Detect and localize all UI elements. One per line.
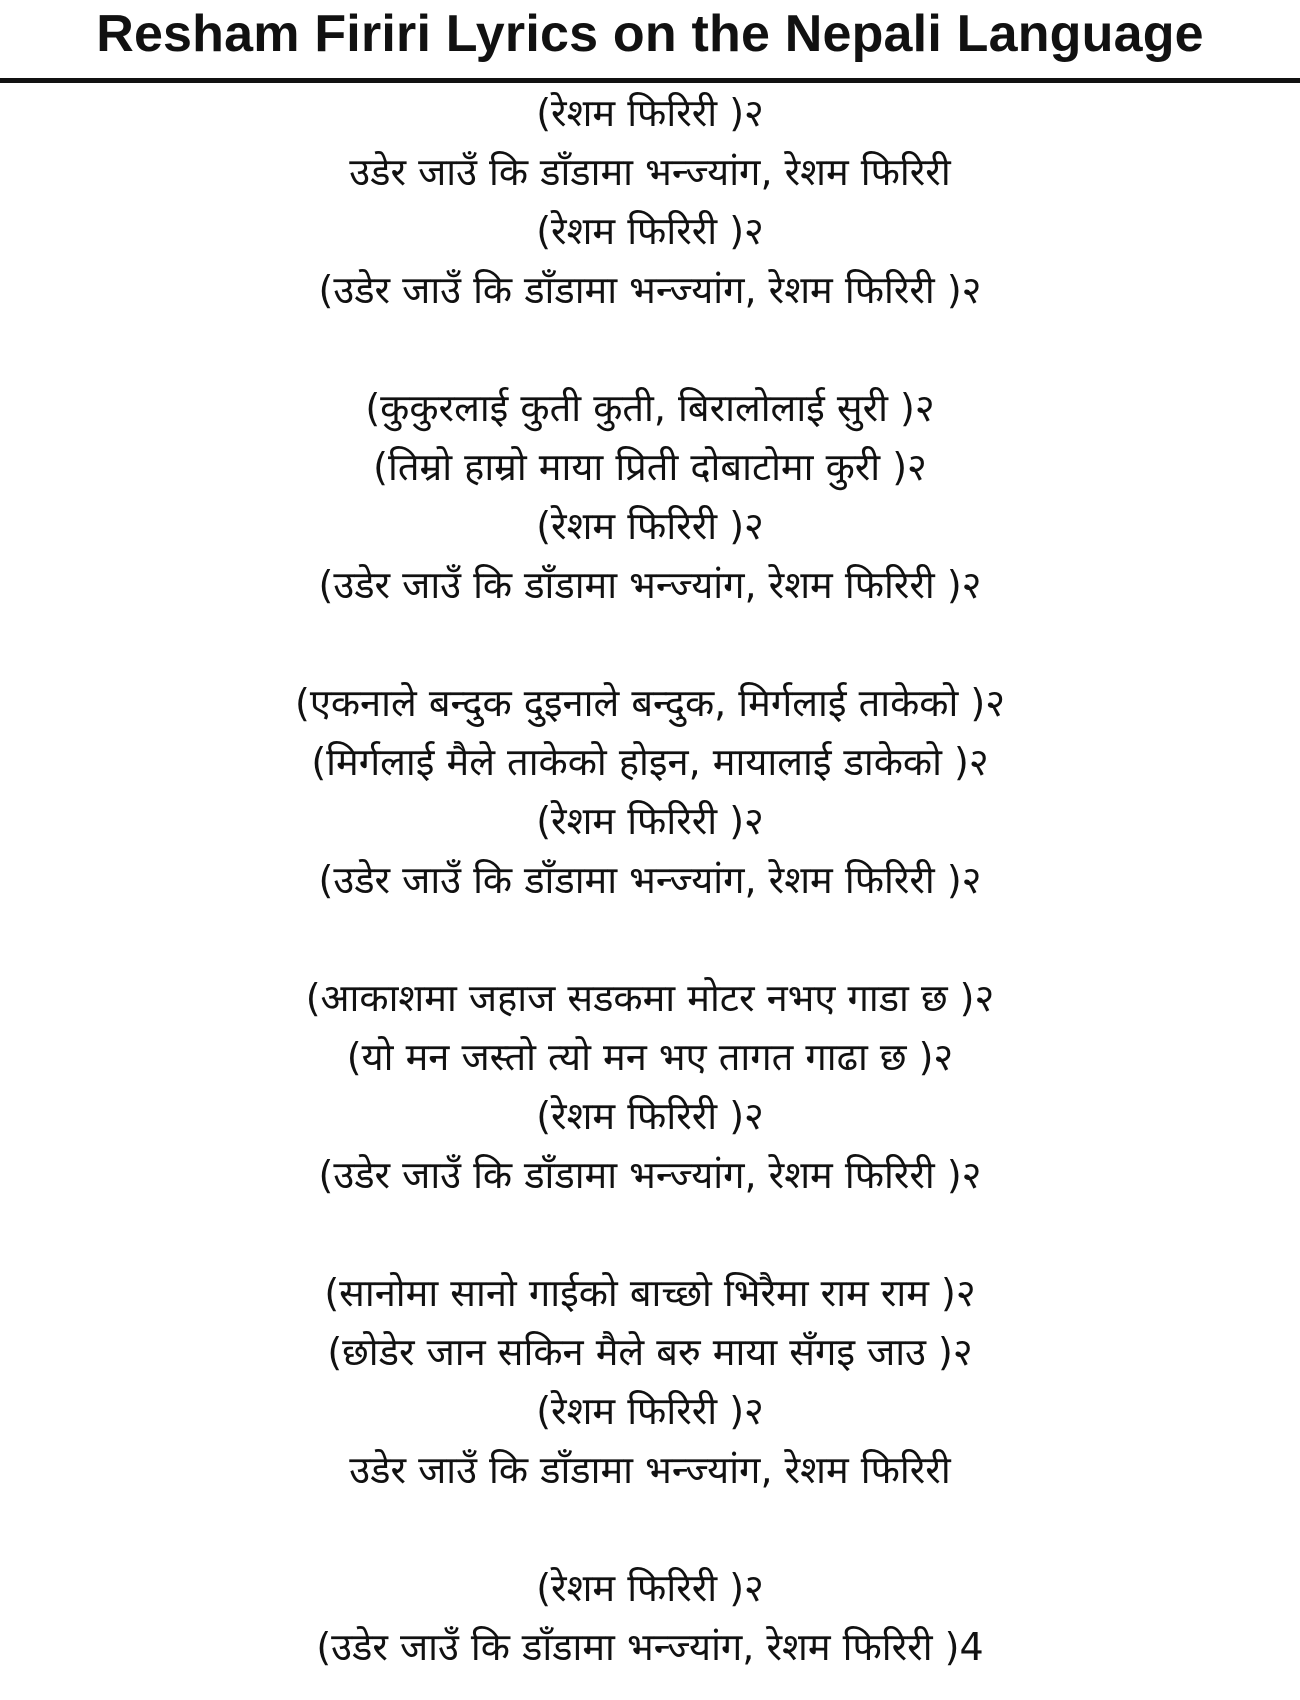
- lyric-line: (रेशम फिरिरी )२: [536, 1566, 764, 1610]
- lyric-line: (सानोमा सानो गाईको बाच्छो भिरैमा राम राम )२: [324, 1271, 976, 1315]
- stanza-2: [0, 379, 1300, 615]
- stanza-6: [0, 1559, 1300, 1677]
- lyric-line: (उडेर जाउँ कि डाँडामा भन्ज्यांग, रेशम फिरिरी )२: [318, 563, 982, 607]
- document-title: Resham Firiri Lyrics on the Nepali Language: [96, 5, 1204, 63]
- lyric-line: (रेशम फिरिरी )२: [536, 1094, 764, 1138]
- lyric-line: (रेशम फिरिरी )२: [536, 1389, 764, 1433]
- lyric-line: उडेर जाउँ कि डाँडामा भन्ज्यांग, रेशम फिरिरी: [349, 150, 951, 194]
- stanza-3: [0, 674, 1300, 910]
- lyrics-body: [0, 84, 1300, 1700]
- lyric-line: उडेर जाउँ कि डाँडामा भन्ज्यांग, रेशम फिरिरी: [349, 1448, 951, 1492]
- lyric-line: (उडेर जाउँ कि डाँडामा भन्ज्यांग, रेशम फिरिरी )२: [318, 858, 982, 902]
- stanza-5: [0, 1264, 1300, 1500]
- document-header: [0, 0, 1300, 84]
- lyric-line: (यो मन जस्तो त्यो मन भए तागत गाढा छ )२: [346, 1035, 954, 1079]
- lyric-line: (उडेर जाउँ कि डाँडामा भन्ज्यांग, रेशम फिरिरी )२: [318, 268, 982, 312]
- lyric-line: (मिर्गलाई मैले ताकेको होइन, मायालाई डाकेको )२: [311, 740, 989, 784]
- lyric-line: (आकाशमा जहाज सडकमा मोटर नभए गाडा छ )२: [305, 976, 995, 1020]
- lyric-line: (रेशम फिरिरी )२: [536, 799, 764, 843]
- lyric-line: (एकनाले बन्दुक दुइनाले बन्दुक, मिर्गलाई ताकेको )२: [295, 681, 1005, 725]
- title-underline-rule: [0, 78, 1300, 83]
- lyric-line: (उडेर जाउँ कि डाँडामा भन्ज्यांग, रेशम फिरिरी )4: [316, 1625, 984, 1669]
- lyric-line: (उडेर जाउँ कि डाँडामा भन्ज्यांग, रेशम फिरिरी )२: [318, 1153, 982, 1197]
- stanza-4: [0, 969, 1300, 1205]
- lyric-line: (रेशम फिरिरी )२: [536, 91, 764, 135]
- lyric-line: (रेशम फिरिरी )२: [536, 209, 764, 253]
- lyric-line: (कुकुरलाई कुती कुती, बिरालोलाई सुरी )२: [365, 386, 935, 430]
- lyric-line: (रेशम फिरिरी )२: [536, 504, 764, 548]
- stanza-1: [0, 84, 1300, 320]
- lyric-line: (छोडेर जान सकिन मैले बरु माया सँगइ जाउ )२: [327, 1330, 973, 1374]
- lyric-line: (तिम्रो हाम्रो माया प्रिती दोबाटोमा कुरी )२: [373, 445, 927, 489]
